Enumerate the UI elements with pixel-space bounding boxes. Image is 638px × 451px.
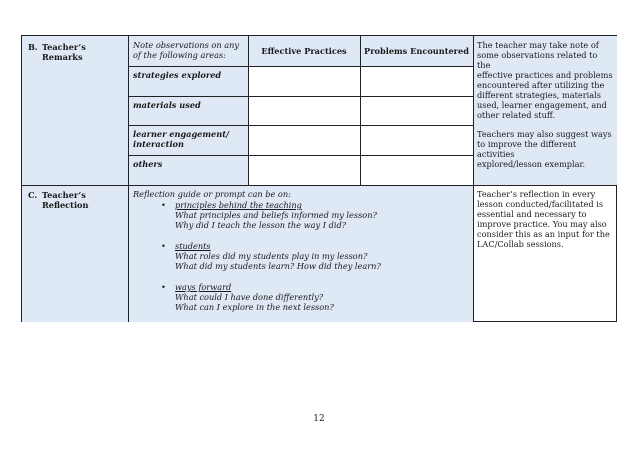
reflection-guidance: Teacher’s reflection in every lesson conducted/facilitated is essential and necessary to improve practice. You may also consider this as an input for the LAC/Collab sessions. (477, 189, 610, 249)
observation-note: Note observations on any of the following areas: (133, 40, 239, 60)
area-strategies: strategies explored (133, 70, 222, 80)
teacher-guide-table (21, 35, 617, 322)
bullet-ways-forward: • ways forward (161, 282, 232, 292)
remarks-heading: B. Teacher’s Remarks (28, 42, 86, 62)
reflection-heading: C. Teacher’s Reflection (28, 190, 89, 210)
bullet-principles: • principles behind the teaching (161, 200, 302, 210)
bullet-students: • students (161, 241, 211, 251)
effective-practices-header: Effective Practices (261, 46, 347, 56)
remarks-guidance: The teacher may take note of some observations related to the effective practices and problems encountered after utilizing the different strategies, materials used, learner engagement, and other related stuff. Teachers may also suggest ways to improve the different activities explored/lesson exemplar. (477, 40, 613, 169)
area-learner-engagement: learner engagement/ interaction (133, 129, 229, 149)
problems-encountered-header: Problems Encountered (364, 46, 469, 56)
page-number: 12 (313, 414, 325, 424)
area-others: others (133, 159, 163, 169)
area-materials: materials used (133, 100, 201, 110)
reflection-prompts: Reflection guide or prompt can be on: • principles behind the teaching What principles and beliefs informed my lesson? Why did I teach the lesson the way I did? • students What roles did my students play in my lesson? What did my students learn? How did they learn? • ways forward What could I have done differently? What can I explore in the next lesson? (128, 185, 473, 316)
reflection-intro: Reflection guide or prompt can be on: (133, 189, 291, 199)
